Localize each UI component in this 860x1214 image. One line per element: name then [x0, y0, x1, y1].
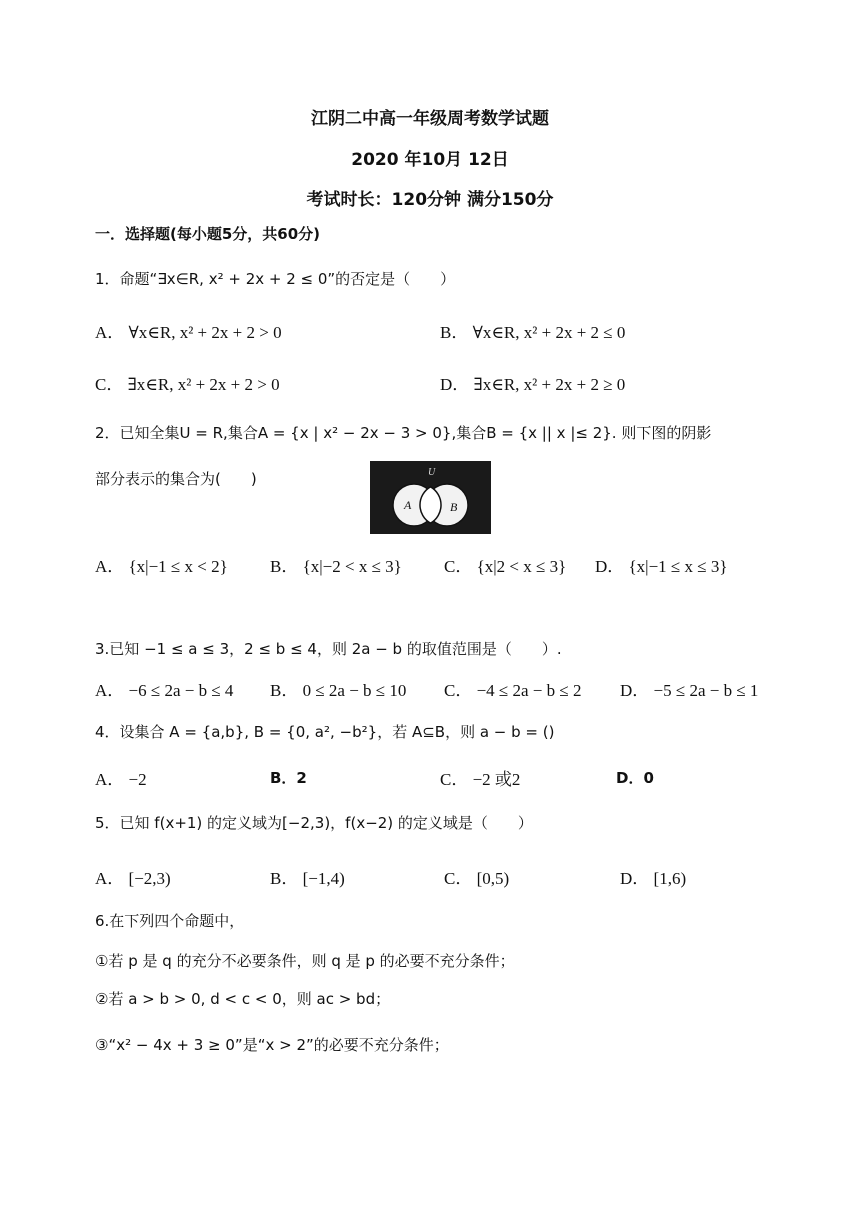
q1-option-d: D． ∃x∈R, x² + 2x + 2 ≥ 0 — [440, 375, 626, 394]
exam-date: 2020 年10月 12日 — [351, 150, 509, 170]
venn-diagram — [370, 461, 491, 534]
q6-statement-2: ②若 a > b > 0, d < c < 0，则 ac > bd； — [95, 990, 391, 1008]
q5-option-b: B． [−1,4) — [270, 869, 345, 888]
q4-option-c: C． −2 或2 — [440, 770, 521, 789]
q2-option-a: A． {x|−1 ≤ x < 2} — [95, 557, 228, 576]
q2-stem: 2．已知全集U = R,集合A = {x | x² − 2x − 3 > 0},集合B = {x || x |≤ 2}. 则下图的阴影 — [95, 424, 712, 442]
venn-a-label: A — [404, 498, 412, 512]
exam-title: 江阴二中高一年级周考数学试题 — [311, 109, 549, 129]
q3-option-d: D． −5 ≤ 2a − b ≤ 1 — [620, 681, 759, 700]
q1-option-c: C． ∃x∈R, x² + 2x + 2 > 0 — [95, 375, 280, 394]
q3-option-c: C． −4 ≤ 2a − b ≤ 2 — [444, 681, 582, 700]
q4-option-b: B．2 — [270, 769, 307, 787]
q4-option-a: A． −2 — [95, 770, 147, 789]
exam-meta: 考试时长：120分钟 满分150分 — [306, 190, 554, 210]
q6-statement-1: ①若 p 是 q 的充分不必要条件，则 q 是 p 的必要不充分条件； — [95, 952, 515, 970]
q5-option-c: C． [0,5) — [444, 869, 510, 888]
q1-option-b: B． ∀x∈R, x² + 2x + 2 ≤ 0 — [440, 323, 626, 342]
section-heading: 一．选择题(每小题5分，共60分) — [95, 225, 321, 243]
q2-stem-continued: 部分表示的集合为( ) — [95, 470, 257, 488]
q5-option-d: D． [1,6) — [620, 869, 687, 888]
venn-diagram-svg — [370, 461, 491, 534]
q3-stem: 3.已知 −1 ≤ a ≤ 3，2 ≤ b ≤ 4，则 2a − b 的取值范围是（ ）. — [95, 640, 562, 658]
venn-u-label: U — [428, 467, 436, 478]
q6-stem: 6.在下列四个命题中， — [95, 912, 245, 930]
intersection-region — [420, 487, 441, 523]
q5-stem: 5．已知 f(x+1) 的定义域为[−2,3)，f(x−2) 的定义域是（ ） — [95, 814, 533, 832]
q6-statement-3: ③“x² − 4x + 3 ≥ 0”是“x > 2”的必要不充分条件； — [95, 1036, 449, 1054]
q5-option-a: A． [−2,3) — [95, 869, 171, 888]
q2-option-b: B． {x|−2 < x ≤ 3} — [270, 557, 402, 576]
q4-option-d: D．0 — [616, 769, 654, 787]
q2-option-d: D． {x|−1 ≤ x ≤ 3} — [595, 557, 728, 576]
q4-stem: 4．设集合 A = {a,b}, B = {0, a², −b²}，若 A⊆B，则 a − b = () — [95, 723, 555, 741]
q2-option-c: C． {x|2 < x ≤ 3} — [444, 557, 567, 576]
venn-b-label: B — [450, 500, 458, 514]
q3-option-b: B． 0 ≤ 2a − b ≤ 10 — [270, 681, 407, 700]
q1-stem: 1．命题“∃x∈R, x² + 2x + 2 ≤ 0”的否定是（ ） — [95, 270, 456, 288]
q3-option-a: A． −6 ≤ 2a − b ≤ 4 — [95, 681, 234, 700]
q1-option-a: A． ∀x∈R, x² + 2x + 2 > 0 — [95, 323, 282, 342]
